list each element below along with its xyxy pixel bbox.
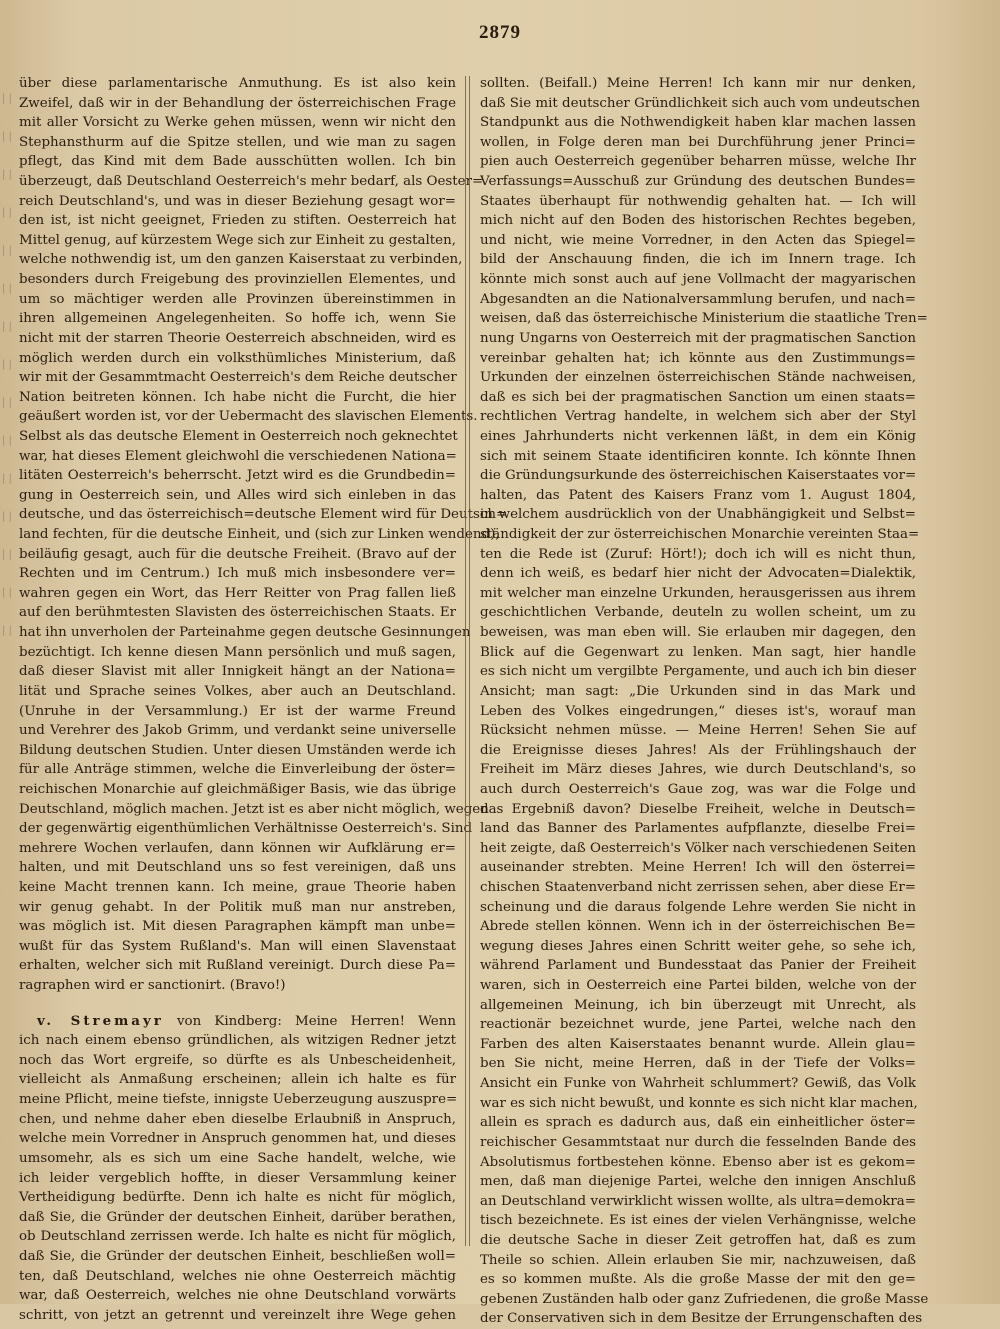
text-line: (Unruhe in der Versammlung.) Er ist der warme Freund bbox=[19, 703, 456, 719]
text-line: nicht mit der starren Theorie Oesterreich abschneiden, wird es bbox=[19, 330, 456, 346]
text-line: reichischer Gesammtstaat nur durch die fesselnden Bande des bbox=[480, 1134, 916, 1150]
text-line: den ist, ist nicht geeignet, Frieden zu stiften. Oesterreich hat bbox=[19, 213, 456, 229]
text-line: sich mit seinem Staate identificiren konnte. Ich könnte Ihnen bbox=[480, 448, 916, 464]
text-line: reich Deutschland's, und was in dieser Beziehung gesagt wor= bbox=[19, 193, 456, 209]
speech-continuation bbox=[480, 74, 929, 1329]
text-line: Theile so schien. Allein erlauben Sie mir, nachzuweisen, daß bbox=[480, 1252, 916, 1268]
text-line: um so mächtiger werden alle Provinzen übereinstimmen in bbox=[19, 291, 456, 307]
text-line: über diese parlamentarische Anmuthung. Es ist also kein bbox=[19, 76, 456, 91]
text-line: scheinung und die daraus folgende Lehre werden Sie nicht in bbox=[480, 899, 916, 915]
text-line: ich nach einem ebenso gründlichen, als witzigen Redner jetzt bbox=[19, 1033, 456, 1049]
text-line: Rücksicht nehmen müsse. — Meine Herren! Sehen Sie auf bbox=[480, 723, 916, 739]
text-line: Standpunkt aus die Nothwendigkeit haben klar machen lassen bbox=[480, 115, 916, 131]
text-line: welche mein Vorredner in Anspruch genommen hat, und dieses bbox=[19, 1131, 456, 1147]
text-line: deutsche, und das österreichisch=deutsche Element wird für Deutsch= bbox=[19, 507, 508, 523]
text-line: sollten. (Beifall.) Meine Herren! Ich kann mir nur denken, bbox=[480, 76, 916, 91]
text-line: mit aller Vorsicht zu Werke gehen müssen, wenn wir nicht den bbox=[19, 115, 456, 131]
text-line: lität und Sprache seines Volkes, aber auch an Deutschland. bbox=[19, 683, 456, 699]
text-line: auseinander strebten. Meine Herren! Ich will den österrei= bbox=[480, 860, 916, 876]
right-column bbox=[480, 74, 929, 1329]
text-line: Bildung deutschen Studien. Unter diesen Umständen werde ich bbox=[19, 742, 456, 758]
text-line: bezüchtigt. Ich kenne diesen Mann persönlich und muß sagen, bbox=[19, 644, 456, 660]
text-line: pflegt, das Kind mit dem Bade ausschütten wollen. Ich bin bbox=[19, 154, 456, 170]
text-line: Mittel genug, auf kürzestem Wege sich zur Einheit zu gestalten, bbox=[19, 232, 456, 248]
text-line: daß dieser Slavist mit aller Innigkeit hängt an der Nationa= bbox=[19, 664, 456, 680]
text-line: ten die Rede ist (Zuruf: Hört!); doch ich will es nicht thun, bbox=[480, 546, 916, 562]
text-line: bild der Anschauung finden, die ich im Innern trage. Ich bbox=[480, 252, 916, 268]
text-line: es so kommen mußte. Als die große Masse der mit den ge= bbox=[480, 1272, 916, 1288]
text-line: während Parlament und Bundesstaat das Panier der Freiheit bbox=[480, 958, 916, 974]
text-line: ständigkeit der zur österreichischen Monarchie vereinten Staa= bbox=[480, 527, 920, 543]
text-line: Selbst als das deutsche Element in Oesterreich noch geknechtet bbox=[19, 428, 458, 444]
text-line: Leben des Volkes eingedrungen,“ dieses ist's, worauf man bbox=[480, 703, 916, 719]
text-line: ragraphen wird er sanctionirt. (Bravo!) bbox=[19, 978, 286, 994]
text-line: der Conservativen sich in dem Besitze der Errungenschaften des bbox=[480, 1311, 923, 1327]
text-line: für alle Anträge stimmen, welche die Einverleibung der öster= bbox=[19, 762, 456, 778]
text-line: daß Sie, die Gründer der deutschen Einheit, beschließen woll= bbox=[19, 1248, 456, 1264]
text-line: schritt, von jetzt an getrennt und vereinzelt ihre Wege gehen bbox=[19, 1307, 456, 1323]
text-line: mich nicht auf den Boden des historischen Rechtes begeben, bbox=[480, 213, 916, 229]
text-line: geäußert worden ist, vor der Uebermacht des slavischen Elements. bbox=[19, 409, 478, 425]
text-line: reichischen Monarchie auf gleichmäßiger Basis, wie das übrige bbox=[19, 781, 456, 797]
text-line: die deutsche Sache in dieser Zeit getroffen hat, daß es zum bbox=[480, 1232, 916, 1248]
text-line: Stephansthurm auf die Spitze stellen, und wie man zu sagen bbox=[19, 134, 456, 150]
text-line: daß Sie mit deutscher Gründlichkeit sich auch vom undeutschen bbox=[480, 95, 921, 111]
speech-paragraph-2 bbox=[19, 1012, 456, 1326]
text-line: wegung dieses Jahres einen Schritt weiter gehe, so sehe ich, bbox=[480, 938, 916, 954]
text-line: ihren allgemeinen Angelegenheiten. So hoffe ich, wenn Sie bbox=[19, 311, 456, 327]
text-line: chischen Staatenverband nicht zerrissen sehen, aber diese Er= bbox=[480, 879, 916, 895]
text-line: Abgesandten an die Nationalversammlung berufen, und nach= bbox=[480, 291, 916, 307]
text-line: Absolutismus fortbestehen könne. Ebenso aber ist es gekom= bbox=[480, 1154, 916, 1170]
text-line: es sich nicht um vergilbte Pergamente, und auch ich bin dieser bbox=[480, 664, 916, 680]
text-line: ben Sie nicht, meine Herren, daß in der Tiefe der Volks= bbox=[480, 1056, 916, 1072]
text-line: mit welcher man einzelne Urkunden, herausgerissen aus ihrem bbox=[480, 585, 916, 601]
text-line: Urkunden der einzelnen österreichischen Stände nachweisen, bbox=[480, 370, 916, 386]
text-line: waren, sich in Oesterreich eine Partei bilden, welche von der bbox=[480, 978, 916, 994]
text-line: Zweifel, daß wir in der Behandlung der österreichischen Frage bbox=[19, 95, 456, 111]
text-line: chen, und nehme daher eben dieselbe Erlaubniß in Anspruch, bbox=[19, 1111, 456, 1127]
text-line: auch durch Oesterreich's Gaue zog, was war die Folge und bbox=[480, 781, 916, 797]
text-line: beiläufig gesagt, auch für die deutsche Freiheit. (Bravo auf der bbox=[19, 546, 456, 562]
text-line: litäten Oesterreich's beherrscht. Jetzt wird es die Grundbedin= bbox=[19, 468, 456, 484]
text-line: und nicht, wie meine Vorredner, in den Acten das Spiegel= bbox=[480, 232, 916, 248]
text-line: besonders durch Freigebung des provinziellen Elementes, und bbox=[19, 272, 456, 288]
text-line: Blick auf die Gegenwart zu lenken. Man sagt, hier handle bbox=[480, 644, 916, 660]
text-line: und Verehrer des Jakob Grimm, und verdankt seine universelle bbox=[19, 723, 456, 739]
text-line: Rechten und im Centrum.) Ich muß mich insbesondere ver= bbox=[19, 566, 456, 582]
text-line: Ansicht; man sagt: „Die Urkunden sind in das Mark und bbox=[480, 683, 916, 699]
text-line: allgemeinen Meinung, ich bin überzeugt mit Unrecht, als bbox=[480, 997, 916, 1013]
text-line: gebenen Zuständen halb oder ganz Zufriedenen, die große Masse bbox=[480, 1291, 929, 1307]
text-line: war, daß Oesterreich, welches nie ohne Deutschland vorwärts bbox=[19, 1288, 456, 1304]
text-line: Deutschland, möglich machen. Jetzt ist es aber nicht möglich, wegen bbox=[19, 801, 489, 817]
text-line: Nation beitreten können. Ich habe nicht die Furcht, die hier bbox=[19, 389, 456, 405]
text-line: auf den berühmtesten Slavisten des österreichischen Staats. Er bbox=[19, 605, 456, 621]
speaker-name: v. Stremayr bbox=[37, 1012, 164, 1029]
column-divider bbox=[465, 76, 470, 1246]
text-line: halten, und mit Deutschland uns so fest vereinigen, daß uns bbox=[19, 860, 456, 876]
text-line: land fechten, für die deutsche Einheit, und (sich zur Linken wendend), bbox=[19, 527, 500, 543]
text-line: nung Ungarns von Oesterreich mit der pragmatischen Sanction bbox=[480, 330, 916, 346]
margin-marks: | | | | | | | | | | | | | | | | | | | | | | | | | | | | | | bbox=[2, 93, 12, 636]
text-line: wußt für das System Rußland's. Man will einen Slavenstaat bbox=[19, 938, 456, 954]
speech-paragraph-1 bbox=[19, 74, 508, 996]
text-line: Abrede stellen können. Wenn ich in der österreichischen Be= bbox=[480, 919, 916, 935]
text-line: umsomehr, als es sich um eine Sache handelt, welche, wie bbox=[19, 1150, 456, 1166]
text-line: die Gründungsurkunde des österreichischen Kaiserstaates vor= bbox=[480, 468, 917, 484]
text-line: wir genug gehabt. In der Politik muß man nur anstreben, bbox=[19, 899, 456, 915]
speaker-intro: von Kindberg: Meine Herren! Wenn bbox=[163, 1013, 456, 1029]
text-line: geschichtlichen Verbande, deuteln zu wollen scheint, um zu bbox=[480, 605, 916, 621]
text-line: weisen, daß das österreichische Ministerium die staatliche Tren= bbox=[480, 311, 928, 327]
text-line: tisch bezeichnete. Es ist eines der vielen Verhängnisse, welche bbox=[480, 1213, 916, 1229]
text-line: eines Jahrhunderts nicht verkennen läßt, in dem ein König bbox=[480, 428, 916, 444]
text-line: wollen, in Folge deren man bei Durchführung jener Princi= bbox=[480, 134, 916, 150]
speech-line bbox=[19, 1012, 456, 1032]
text-line: hat ihn unverholen der Parteinahme gegen deutsche Gesinnungen bbox=[19, 625, 471, 641]
text-line: wir mit der Gesammtmacht Oesterreich's dem Reiche deutscher bbox=[19, 370, 457, 386]
text-line: land das Banner des Parlamentes aufpflanzte, dieselbe Frei= bbox=[480, 821, 916, 837]
text-line: allein es sprach es dadurch aus, daß ein einheitlicher öster= bbox=[480, 1115, 916, 1131]
text-line: gung in Oesterreich sein, und Alles wird sich einleben in das bbox=[19, 487, 456, 503]
text-line: war es sich nicht bewußt, und konnte es sich nicht klar machen, bbox=[480, 1095, 918, 1111]
text-line: reactionär bezeichnet wurde, jene Partei, welche nach den bbox=[480, 1017, 916, 1033]
text-line: wahren gegen ein Wort, das Herr Reitter von Prag fallen ließ bbox=[19, 585, 456, 601]
text-line: mehrere Wochen verlaufen, dann können wir Aufklärung er= bbox=[19, 840, 456, 856]
text-line: rechtlichen Vertrag handelte, in welchem sich aber der Styl bbox=[480, 409, 916, 425]
text-line: men, daß man diejenige Partei, welche den innigen Anschluß bbox=[480, 1174, 916, 1190]
text-line: Farben des alten Kaiserstaates benannt wurde. Allein glau= bbox=[480, 1036, 916, 1052]
text-line: überzeugt, daß Deutschland Oesterreich's mehr bedarf, als Oester= bbox=[19, 174, 484, 190]
text-line: beweisen, was man eben will. Sie erlauben mir dagegen, den bbox=[480, 625, 916, 641]
text-line: der gegenwärtig eigenthümlichen Verhältnisse Oesterreich's. Sind bbox=[19, 821, 473, 837]
text-line: heit zeigte, daß Oesterreich's Völker nach verschiedenen Seiten bbox=[480, 840, 916, 856]
text-line: ten, daß Deutschland, welches nie ohne Oesterreich mächtig bbox=[19, 1268, 456, 1284]
text-line: an Deutschland verwirklicht wissen wollte, als ultra=demokra= bbox=[480, 1193, 916, 1209]
text-line: erhalten, welcher sich mit Rußland vereinigt. Durch diese Pa= bbox=[19, 958, 456, 974]
text-line: pien auch Oesterreich gegenüber beharren müsse, welche Ihr bbox=[480, 154, 916, 170]
left-column bbox=[19, 74, 508, 1325]
text-line: Vertheidigung bedürfte. Denn ich halte es nicht für möglich, bbox=[19, 1190, 456, 1206]
text-line: in welchem ausdrücklich von der Unabhängigkeit und Selbst= bbox=[480, 507, 916, 523]
text-line: noch das Wort ergreife, so dürfte es als Unbescheidenheit, bbox=[19, 1052, 456, 1068]
text-line: was möglich ist. Mit diesen Paragraphen kämpft man unbe= bbox=[19, 919, 456, 935]
text-line: meine Pflicht, meine tiefste, innigste Ueberzeugung auszuspre= bbox=[19, 1092, 458, 1108]
text-line: welche nothwendig ist, um den ganzen Kaiserstaat zu verbinden, bbox=[19, 252, 463, 268]
text-line: vielleicht als Anmaßung erscheinen; allein ich halte es für bbox=[19, 1072, 456, 1088]
page-number: 2879 bbox=[479, 22, 521, 43]
text-line: Freiheit im März dieses Jahres, wie durch Deutschland's, so bbox=[480, 762, 916, 778]
text-line: war, hat dieses Element gleichwohl die verschiedenen Nationa= bbox=[19, 448, 457, 464]
text-line: denn ich weiß, es bedarf hier nicht der Advocaten=Dialektik, bbox=[480, 566, 916, 582]
text-line: Verfassungs=Ausschuß zur Gründung des deutschen Bundes= bbox=[480, 174, 916, 190]
text-line: Staates überhaupt für nothwendig gehalten hat. — Ich will bbox=[480, 193, 916, 209]
text-line: Ansicht ein Funke von Wahrheit schlummert? Gewiß, das Volk bbox=[480, 1076, 916, 1092]
text-line: halten, das Patent des Kaisers Franz vom 1. August 1804, bbox=[480, 487, 916, 503]
text-line: daß es sich bei der pragmatischen Sanction um einen staats= bbox=[480, 389, 916, 405]
text-line: das Ergebniß davon? Dieselbe Freiheit, welche in Deutsch= bbox=[480, 801, 916, 817]
text-line: könnte mich sonst auch auf jene Vollmacht der magyarischen bbox=[480, 272, 916, 288]
text-line: daß Sie, die Gründer der deutschen Einheit, darüber berathen, bbox=[19, 1209, 456, 1225]
text-line: ob Deutschland zerrissen werde. Ich halte es nicht für möglich, bbox=[19, 1229, 456, 1245]
text-line: keine Macht trennen kann. Ich meine, graue Theorie haben bbox=[19, 879, 456, 895]
text-line: vereinbar gehalten hat; ich könnte aus den Zustimmungs= bbox=[480, 350, 916, 366]
text-line: die Ereignisse dieses Jahres! Als der Frühlingshauch der bbox=[480, 742, 916, 758]
text-line: möglich werden durch ein volksthümliches Ministerium, daß bbox=[19, 350, 456, 366]
text-line: ich leider vergeblich hoffte, in dieser Versammlung keiner bbox=[19, 1170, 456, 1186]
